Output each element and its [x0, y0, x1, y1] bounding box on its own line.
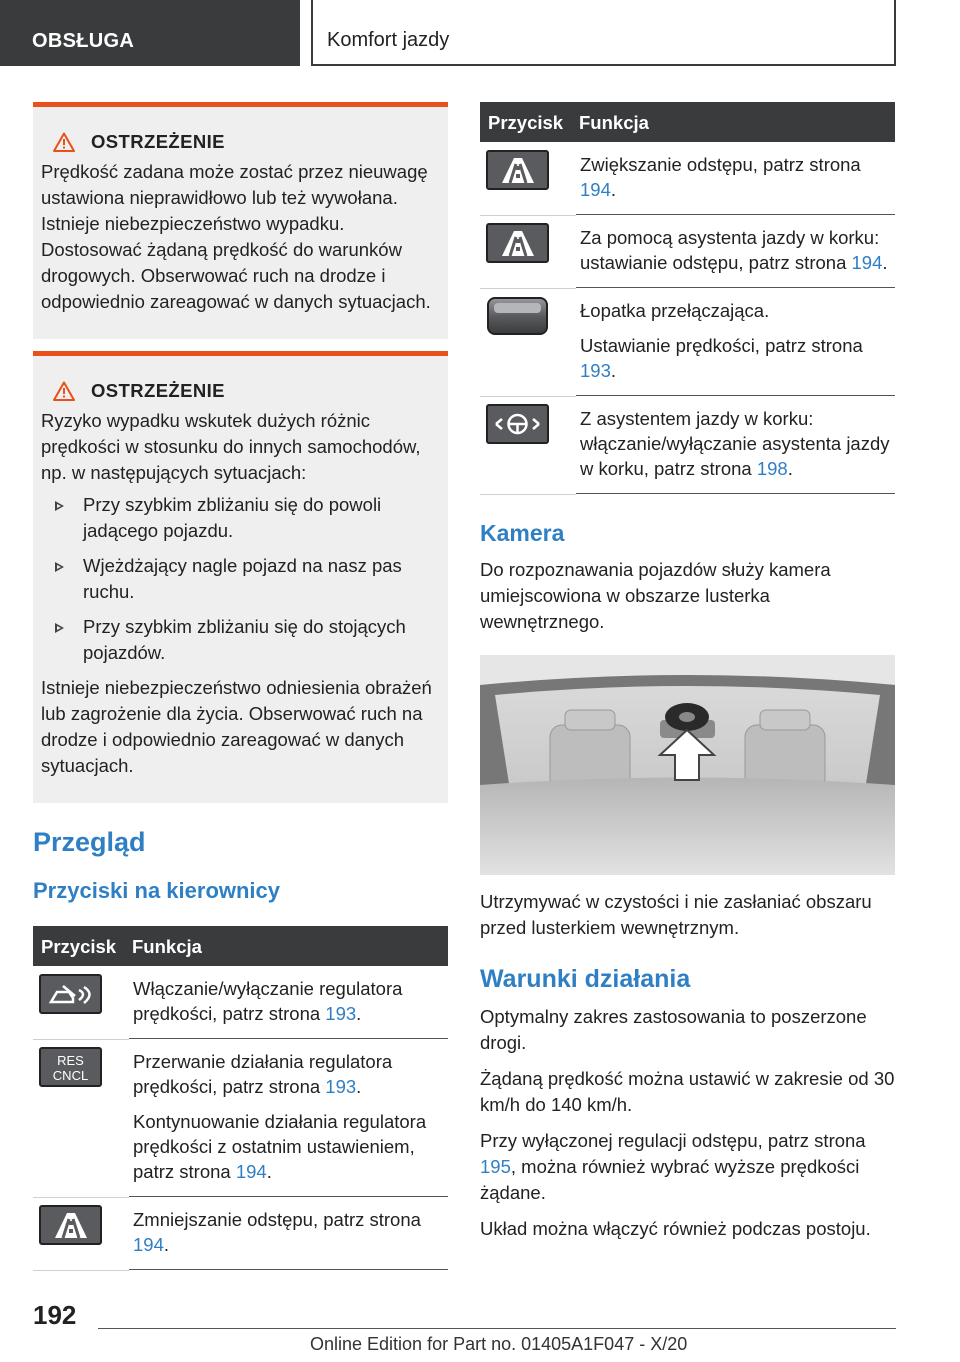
function-description: Z asystentem jazdy w korku: włączanie/wyłączanie asystenta jazdy w korku, patrz strona 198.	[580, 408, 890, 479]
triangle-bullet-icon	[55, 623, 64, 633]
column-header-button: Przycisk	[33, 926, 129, 966]
conditions-paragraph: Optymalny zakres zastosowania to poszerzone drogi.	[480, 1006, 867, 1053]
function-description: Zmniejszanie odstępu, patrz strona 194.	[133, 1209, 421, 1255]
edition-note: Online Edition for Part no. 01405A1F047 - X/20	[310, 1334, 688, 1354]
column-header-button: Przycisk	[480, 102, 576, 142]
cruise-control-icon	[39, 974, 102, 1014]
page-reference-link[interactable]: 193	[325, 1003, 357, 1024]
warning-title: OSTRZEŻENIE	[91, 131, 225, 152]
distance-decrease-icon	[39, 1205, 102, 1245]
page-header	[0, 0, 960, 66]
triangle-bullet-icon	[55, 562, 64, 572]
rocker-switch-icon	[486, 296, 549, 336]
footer-divider	[98, 1328, 896, 1329]
column-header-function: Funkcja	[576, 102, 895, 142]
windshield-camera-photo	[480, 655, 895, 875]
function-description: Kontynuowanie działania regulatora prędkości z ostatnim ustawieniem, patrz strona 194.	[133, 1111, 427, 1182]
traffic-jam-distance-icon	[486, 223, 549, 263]
left-column	[33, 102, 448, 1270]
page-reference-link[interactable]: 193	[325, 1076, 357, 1097]
function-description: Włączanie/wyłączanie regulatora prędkości, patrz strona 193.	[133, 978, 403, 1024]
camera-caption: Utrzymywać w czystości i nie zasłaniać obszaru przed lusterkiem wewnętrznym.	[480, 891, 872, 938]
list-item: Przy szybkim zbliżaniu się do powoli jadącego pojazdu.	[41, 492, 440, 544]
warning-title: OSTRZEŻENIE	[91, 380, 225, 401]
table-row	[480, 288, 895, 396]
camera-description: Do rozpoznawania pojazdów służy kamera umiejscowiona w obszarze lusterka wewnętrznego.	[480, 559, 831, 632]
svg-text:RES: RES	[57, 1052, 84, 1068]
section-tab: OBSŁUGA	[0, 0, 300, 66]
table-row	[480, 142, 895, 215]
page-reference-link[interactable]: 195	[480, 1156, 511, 1177]
warning-box-2	[33, 351, 448, 803]
page-reference-link[interactable]: 198	[756, 458, 788, 479]
right-column	[480, 102, 895, 1252]
triangle-bullet-icon	[55, 501, 64, 511]
warning-text: Prędkość zadana może zostać przez nieuwagę ustawiona nieprawidłowo lub też wywołana. Istnieje niebezpieczeństwo wypadku. Dostosować żądaną prędkość do warunków drogowych. Obserwować ruch na drodze i odpowiednio zareagować w danych sytuacjach.	[41, 161, 431, 312]
steering-buttons-table-continued	[480, 102, 895, 494]
res-cncl-button-icon	[39, 1047, 102, 1087]
list-item: Przy szybkim zbliżaniu się do stojących pojazdów.	[41, 614, 440, 666]
table-row	[33, 1039, 448, 1197]
section-heading-camera: Kamera	[480, 520, 565, 546]
function-description: Zwiększanie odstępu, patrz strona 194.	[580, 154, 861, 200]
page-reference-link[interactable]: 194	[851, 252, 883, 273]
traffic-jam-assistant-icon	[486, 404, 549, 444]
svg-text:CNCL: CNCL	[52, 1067, 89, 1083]
function-description: Przerwanie działania regulatora prędkości, patrz strona 193.	[133, 1051, 393, 1097]
warning-triangle-icon	[53, 381, 75, 401]
warning-box-1	[33, 102, 448, 339]
function-description: Ustawianie prędkości, patrz strona 193.	[580, 335, 863, 381]
subsection-heading-steering-buttons: Przyciski na kierownicy	[33, 878, 281, 903]
page-reference-link[interactable]: 194	[133, 1234, 164, 1255]
section-heading-conditions: Warunki działania	[480, 965, 691, 993]
page-reference-link[interactable]: 194	[235, 1161, 267, 1182]
table-row	[480, 215, 895, 288]
list-item: Wjeżdżający nagle pojazd na nasz pas ruchu.	[41, 553, 440, 605]
page-reference-link[interactable]: 194	[580, 179, 611, 200]
distance-increase-icon	[486, 150, 549, 190]
page-number: 192	[33, 1300, 77, 1330]
conditions-paragraph: Przy wyłączonej regulacji odstępu, patrz strona 195, można również wybrać wyższe prędkości żądane.	[480, 1130, 866, 1203]
page-reference-link[interactable]: 193	[580, 360, 611, 381]
table-row	[480, 396, 895, 494]
conditions-paragraph: Układ można włączyć również podczas postoju.	[480, 1218, 871, 1239]
conditions-paragraph: Żądaną prędkość można ustawić w zakresie od 30 km/h do 140 km/h.	[480, 1068, 895, 1115]
warning-outro: Istnieje niebezpieczeństwo odniesienia obrażeń lub zagrożenie dla życia. Obserwować ruch na drodze i odpowiednio zareagować w danych sytuacjach.	[41, 677, 432, 776]
table-row	[33, 1197, 448, 1270]
warning-triangle-icon	[53, 132, 75, 152]
chapter-title: Komfort jazdy	[311, 0, 896, 66]
function-description: Łopatka przełączająca.	[580, 300, 770, 321]
function-description: Za pomocą asystenta jazdy w korku: ustawianie odstępu, patrz strona 194.	[580, 227, 888, 273]
column-header-function: Funkcja	[129, 926, 448, 966]
warning-bullet-list	[41, 492, 440, 666]
warning-intro: Ryzyko wypadku wskutek dużych różnic prędkości w stosunku do innych samochodów, np. w następujących sytuacjach:	[41, 410, 421, 483]
table-row	[33, 966, 448, 1039]
section-heading-overview: Przegląd	[33, 827, 146, 857]
steering-buttons-table	[33, 926, 448, 1270]
